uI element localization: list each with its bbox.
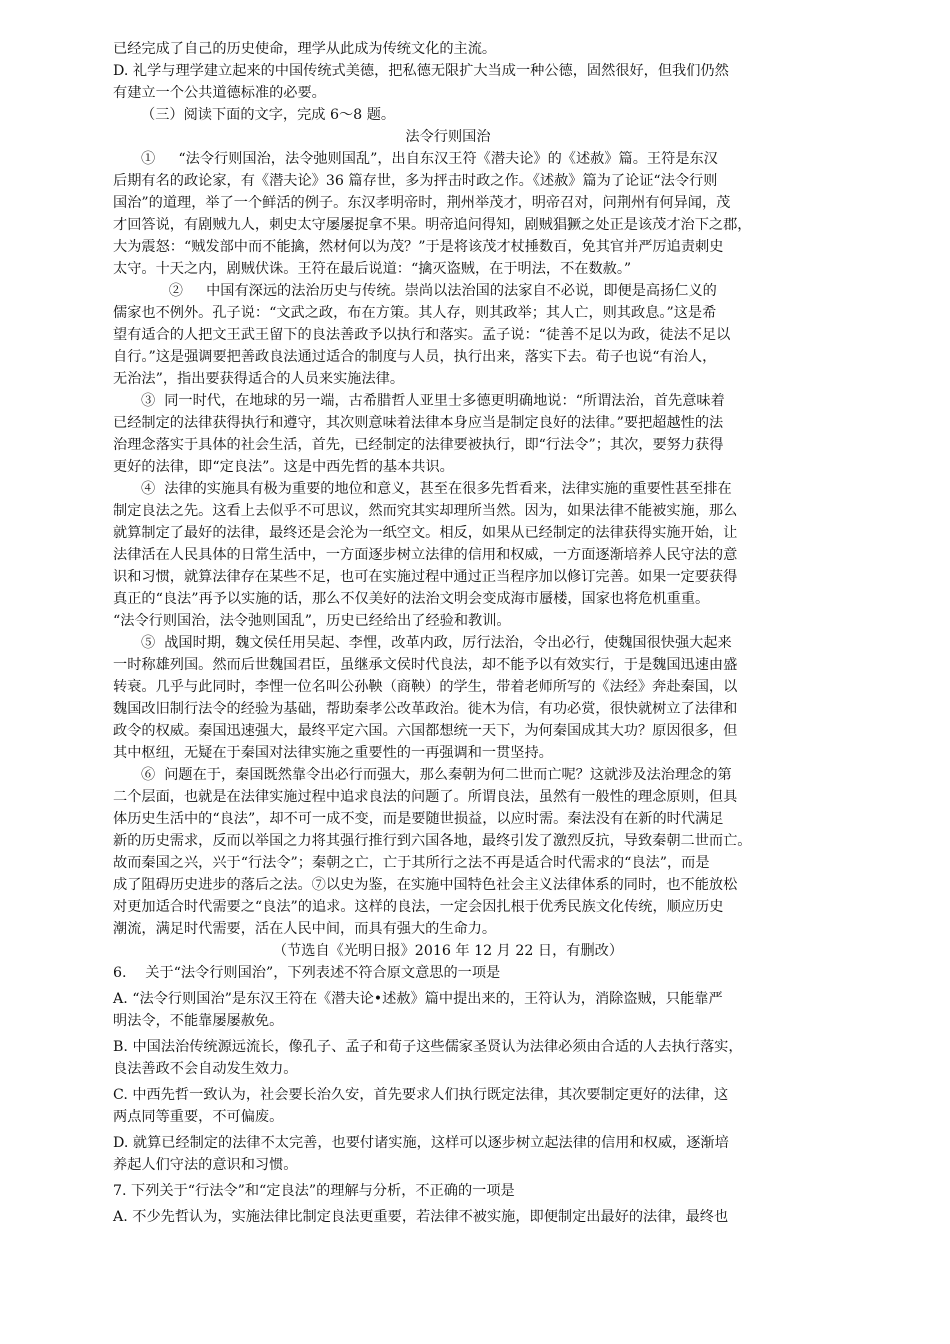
document-page: [113, 38, 783, 1228]
paragraph-2-line: 无治法”，指出要获得适合的人员来实施法律。: [113, 371, 405, 387]
paragraph-6-line: 新的历史需求，反而以举国之力将其强行推行到六国各地，最终引发了激烈反抗，导致秦朝二世而亡。: [113, 833, 752, 849]
paragraph-2-line: 儒家也不例外。孔子说：“文武之政，布在方策。其人存，则其政举；其人亡，则其政息。”这是希: [113, 305, 717, 321]
text-line: 已经完成了自己的历史使命，理学从此成为传统文化的主流。: [113, 41, 497, 57]
paragraph-1-line: 国治”的道理，举了一个鲜活的例子。东汉孝明帝时，荆州举茂才，明帝召对，问荆州有何异闻，茂: [113, 195, 731, 211]
option-6d-cont: 养起人们守法的意识和习惯。: [113, 1157, 298, 1173]
question-6-stem: 6. 关于“法令行则国治”，下列表述不符合原文意思的一项是: [113, 965, 501, 981]
paragraph-4-line: 识和习惯，就算法律存在某些不足，也可在实施过程中通过正当程序加以修订完善。如果一定要获得: [113, 569, 738, 585]
paragraph-6-line: 故而秦国之兴，兴于“行法令”；秦朝之亡，亡于其所行之法不再是适合时代需求的“良法”，而是: [113, 855, 710, 871]
text-line: D. 礼学与理学建立起来的中国传统式美德，把私德无限扩大当成一种公德，固然很好，但我们仍然: [113, 63, 729, 79]
option-6b-cont: 良法善政不会自动发生效力。: [113, 1061, 298, 1077]
paragraph-1-line: 才回答说，有剧贼九人，刺史太守屡屡捉拿不果。明帝追问得知，剧贼猖獗之处正是该茂才治下之郡，: [113, 217, 752, 233]
paragraph-1-line: 太守。十天之内，剧贼伏诛。王符在最后说道：“擒灭盗贼，在于明法，不在数赦。”: [113, 261, 632, 277]
option-6a-cont: 明法令，不能靠屡屡赦免。: [113, 1013, 284, 1029]
option-6c: C. 中西先哲一致认为，社会要长治久安，首先要求人们执行既定法律，其次要制定更好的法律，这: [113, 1087, 729, 1103]
paragraph-3-line: ③ 同一时代，在地球的另一端，古希腊哲人亚里士多德更明确地说：“所谓法治，首先意味着: [141, 393, 725, 409]
option-6b: B. 中国法治传统源远流长，像孔子、孟子和荀子这些儒家圣贤认为法律必须由合适的人去执行落实，: [113, 1039, 743, 1055]
paragraph-5-line: 其中枢纽，无疑在于秦国对法律实施之重要性的一再强调和一贯坚持。: [113, 745, 553, 761]
paragraph-5-line: 转衰。几乎与此同时，李悝一位名叫公孙鞅（商鞅）的学生，带着老师所写的《法经》奔赴秦国，以: [113, 679, 738, 695]
paragraph-4-line: 就算制定了最好的法律，最终还是会沦为一纸空文。相反，如果从已经制定的法律获得实施开始，让: [113, 525, 738, 541]
option-7a: A. 不少先哲认为，实施法律比制定良法更重要，若法律不被实施，即便制定出最好的法律，最终也: [113, 1209, 729, 1225]
source-note: （节选自《光明日报》2016 年 12 月 22 日，有删改）: [272, 943, 624, 959]
paragraph-4-line: 真正的“良法”再予以实施的话，那么不仅美好的法治文明会变成海市蜃楼，国家也将危机重重。: [113, 591, 710, 607]
section-header: （三）阅读下面的文字，完成 6～8 题。: [141, 107, 396, 123]
option-6a: A. “法令行则国治”是东汉王符在《潜夫论•述赦》篇中提出来的，王符认为，消除盗贼，只能靠严: [113, 991, 723, 1007]
paragraph-6-line: ⑥ 问题在于，秦国既然靠令出必行而强大，那么秦朝为何二世而亡呢？这就涉及法治理念的第: [141, 767, 732, 783]
paragraph-5-line: 政令的权威。秦国迅速强大，最终平定六国。六国都想统一天下，为何秦国成其大功？原因很多，但: [113, 723, 738, 739]
paragraph-4-line: 制定良法之先。这看上去似乎不可思议，然而究其实却理所当然。因为，如果法律不能被实施，那么: [113, 503, 738, 519]
question-7-stem: 7. 下列关于“行法令”和“定良法”的理解与分析，不正确的一项是: [113, 1183, 515, 1199]
option-6d: D. 就算已经制定的法律不太完善，也要付诸实施，这样可以逐步树立起法律的信用和权威，逐渐培: [113, 1135, 729, 1151]
paragraph-5-line: 魏国改旧制行法令的经验为基础，帮助秦孝公改革政治。徙木为信，有功必赏，很快就树立了法律和: [113, 701, 738, 717]
paragraph-3-line: 已经制定的法律获得执行和遵守，其次则意味着法律本身应当是制定良好的法律。”要把超越性的法: [113, 415, 724, 431]
text-line: 有建立一个公共道德标准的必要。: [113, 85, 326, 101]
paragraph-1-line: 大为震怒：“贼发部中而不能擒，然材何以为茂？”于是将该茂才杖捶数百，免其官并严厉追责刺史: [113, 239, 724, 255]
paragraph-2-line: ② 中国有深远的法治历史与传统。崇尚以法治国的法家自不必说，即便是高扬仁义的: [141, 283, 717, 299]
paragraph-6-line: 体历史生活中的“良法”，却不可一成不变，而是要随世损益，以应时需。秦法没有在新的时代满足: [113, 811, 724, 827]
paragraph-6-line: 对更加适合时代需要之“良法”的追求。这样的良法，一定会因扎根于优秀民族文化传统，顺应历史: [113, 899, 724, 915]
paragraph-1-line: ① “法令行则国治，法令弛则国乱”，出自东汉王符《潜夫论》的《述赦》篇。王符是东汉: [141, 151, 718, 167]
paragraph-1-line: 后期有名的政论家，有《潜夫论》36 篇存世，多为抨击时政之作。《述赦》篇为了论证“法令行则: [113, 173, 718, 189]
paragraph-4-line: “法令行则国治，法令弛则国乱”，历史已经给出了经验和教训。: [113, 613, 511, 629]
article-title: 法令行则国治: [405, 129, 491, 145]
paragraph-4-line: ④ 法律的实施具有极为重要的地位和意义，甚至在很多先哲看来，法律实施的重要性甚至排在: [141, 481, 732, 497]
paragraph-2-line: 自行。”这是强调要把善政良法通过适合的制度与人员，执行出来，落实下去。荀子也说“有治人，: [113, 349, 717, 365]
paragraph-2-line: 望有适合的人把文王武王留下的良法善政予以执行和落实。孟子说：“徒善不足以为政，徒法不足以: [113, 327, 731, 343]
option-6c-cont: 两点同等重要，不可偏废。: [113, 1109, 284, 1125]
paragraph-3-line: 治理念落实于具体的社会生活，首先，已经制定的法律要被执行，即“行法令”；其次，要努力获得: [113, 437, 724, 453]
paragraph-5-line: ⑤ 战国时期，魏文侯任用吴起、李悝，改革内政，厉行法治，令出必行，使魏国很快强大起来: [141, 635, 732, 651]
paragraph-6-line: 成了阻碍历史进步的落后之法。⑦以史为鉴，在实施中国特色社会主义法律体系的同时，也不能放松: [113, 877, 738, 893]
paragraph-6-line: 二个层面，也就是在法律实施过程中追求良法的问题了。所谓良法，虽然有一般性的理念原则，但具: [113, 789, 738, 805]
paragraph-4-line: 法律活在人民具体的日常生活中，一方面逐步树立法律的信用和权威，一方面逐渐培养人民守法的意: [113, 547, 738, 563]
paragraph-5-line: 一时称雄列国。然而后世魏国君臣，虽继承文侯时代良法，却不能予以有效实行，于是魏国迅速由盛: [113, 657, 738, 673]
paragraph-3-line: 更好的法律，即“定良法”。这是中西先哲的基本共识。: [113, 459, 454, 475]
paragraph-6-line: 潮流，满足时代需要，活在人民中间，而具有强大的生命力。: [113, 921, 497, 937]
